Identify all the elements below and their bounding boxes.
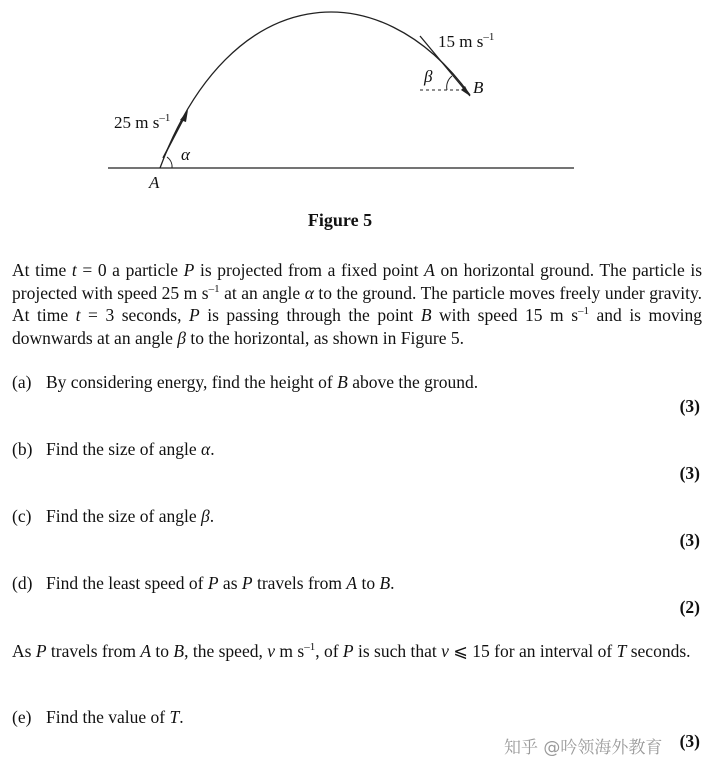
projectile-figure bbox=[0, 0, 720, 240]
marks-e: (3) bbox=[679, 731, 700, 751]
figure-caption: Figure 5 bbox=[307, 210, 373, 230]
label-point-a: A bbox=[149, 173, 160, 192]
trajectory-curve bbox=[160, 12, 470, 168]
intro-paragraph: At time t = 0 a particle P is projected from a fixed point A on horizontal ground. The particle is projected with speed 25 m $s^{-1}$ at an angle α to the ground. The particle moves freely under gravity. At time t = 3 seconds, P is passing through the point B with speed 15 m $s^{-1}$ and is moving downwards at an angle β to the horizontal, as shown in Figure 5. bbox=[12, 260, 702, 348]
arrowhead-a bbox=[180, 110, 188, 122]
watermark: 知乎 @吟领海外教育 bbox=[504, 738, 663, 758]
marks-d: (2) bbox=[679, 597, 700, 617]
question-b: (b) Find the size of angle α. bbox=[12, 439, 215, 459]
label-speed-b: 15 m $s^{-1}$ bbox=[438, 31, 495, 51]
question-a: (a) By considering energy, find the height of B above the ground. bbox=[12, 372, 479, 392]
label-speed-a: 25 m $s^{-1}$ bbox=[114, 112, 171, 132]
stem-paragraph: As P travels from A to B, the speed, v m $s^{-1}$, of P is such that v ⩽ 15 for an interval of T seconds. bbox=[12, 641, 691, 661]
question-e: (e) Find the value of T. bbox=[12, 707, 184, 727]
angle-beta-arc bbox=[447, 76, 452, 90]
question-d: (d) Find the least speed of P as P travels from A to B. bbox=[12, 573, 395, 593]
marks-b: (3) bbox=[679, 463, 700, 483]
marks-c: (3) bbox=[679, 530, 700, 550]
question-c: (c) Find the size of angle β. bbox=[12, 506, 215, 526]
label-point-b: B bbox=[473, 78, 484, 97]
marks-a: (3) bbox=[679, 396, 700, 416]
angle-alpha-arc bbox=[167, 157, 172, 168]
label-alpha: α bbox=[181, 145, 190, 164]
label-beta: β bbox=[424, 67, 433, 86]
